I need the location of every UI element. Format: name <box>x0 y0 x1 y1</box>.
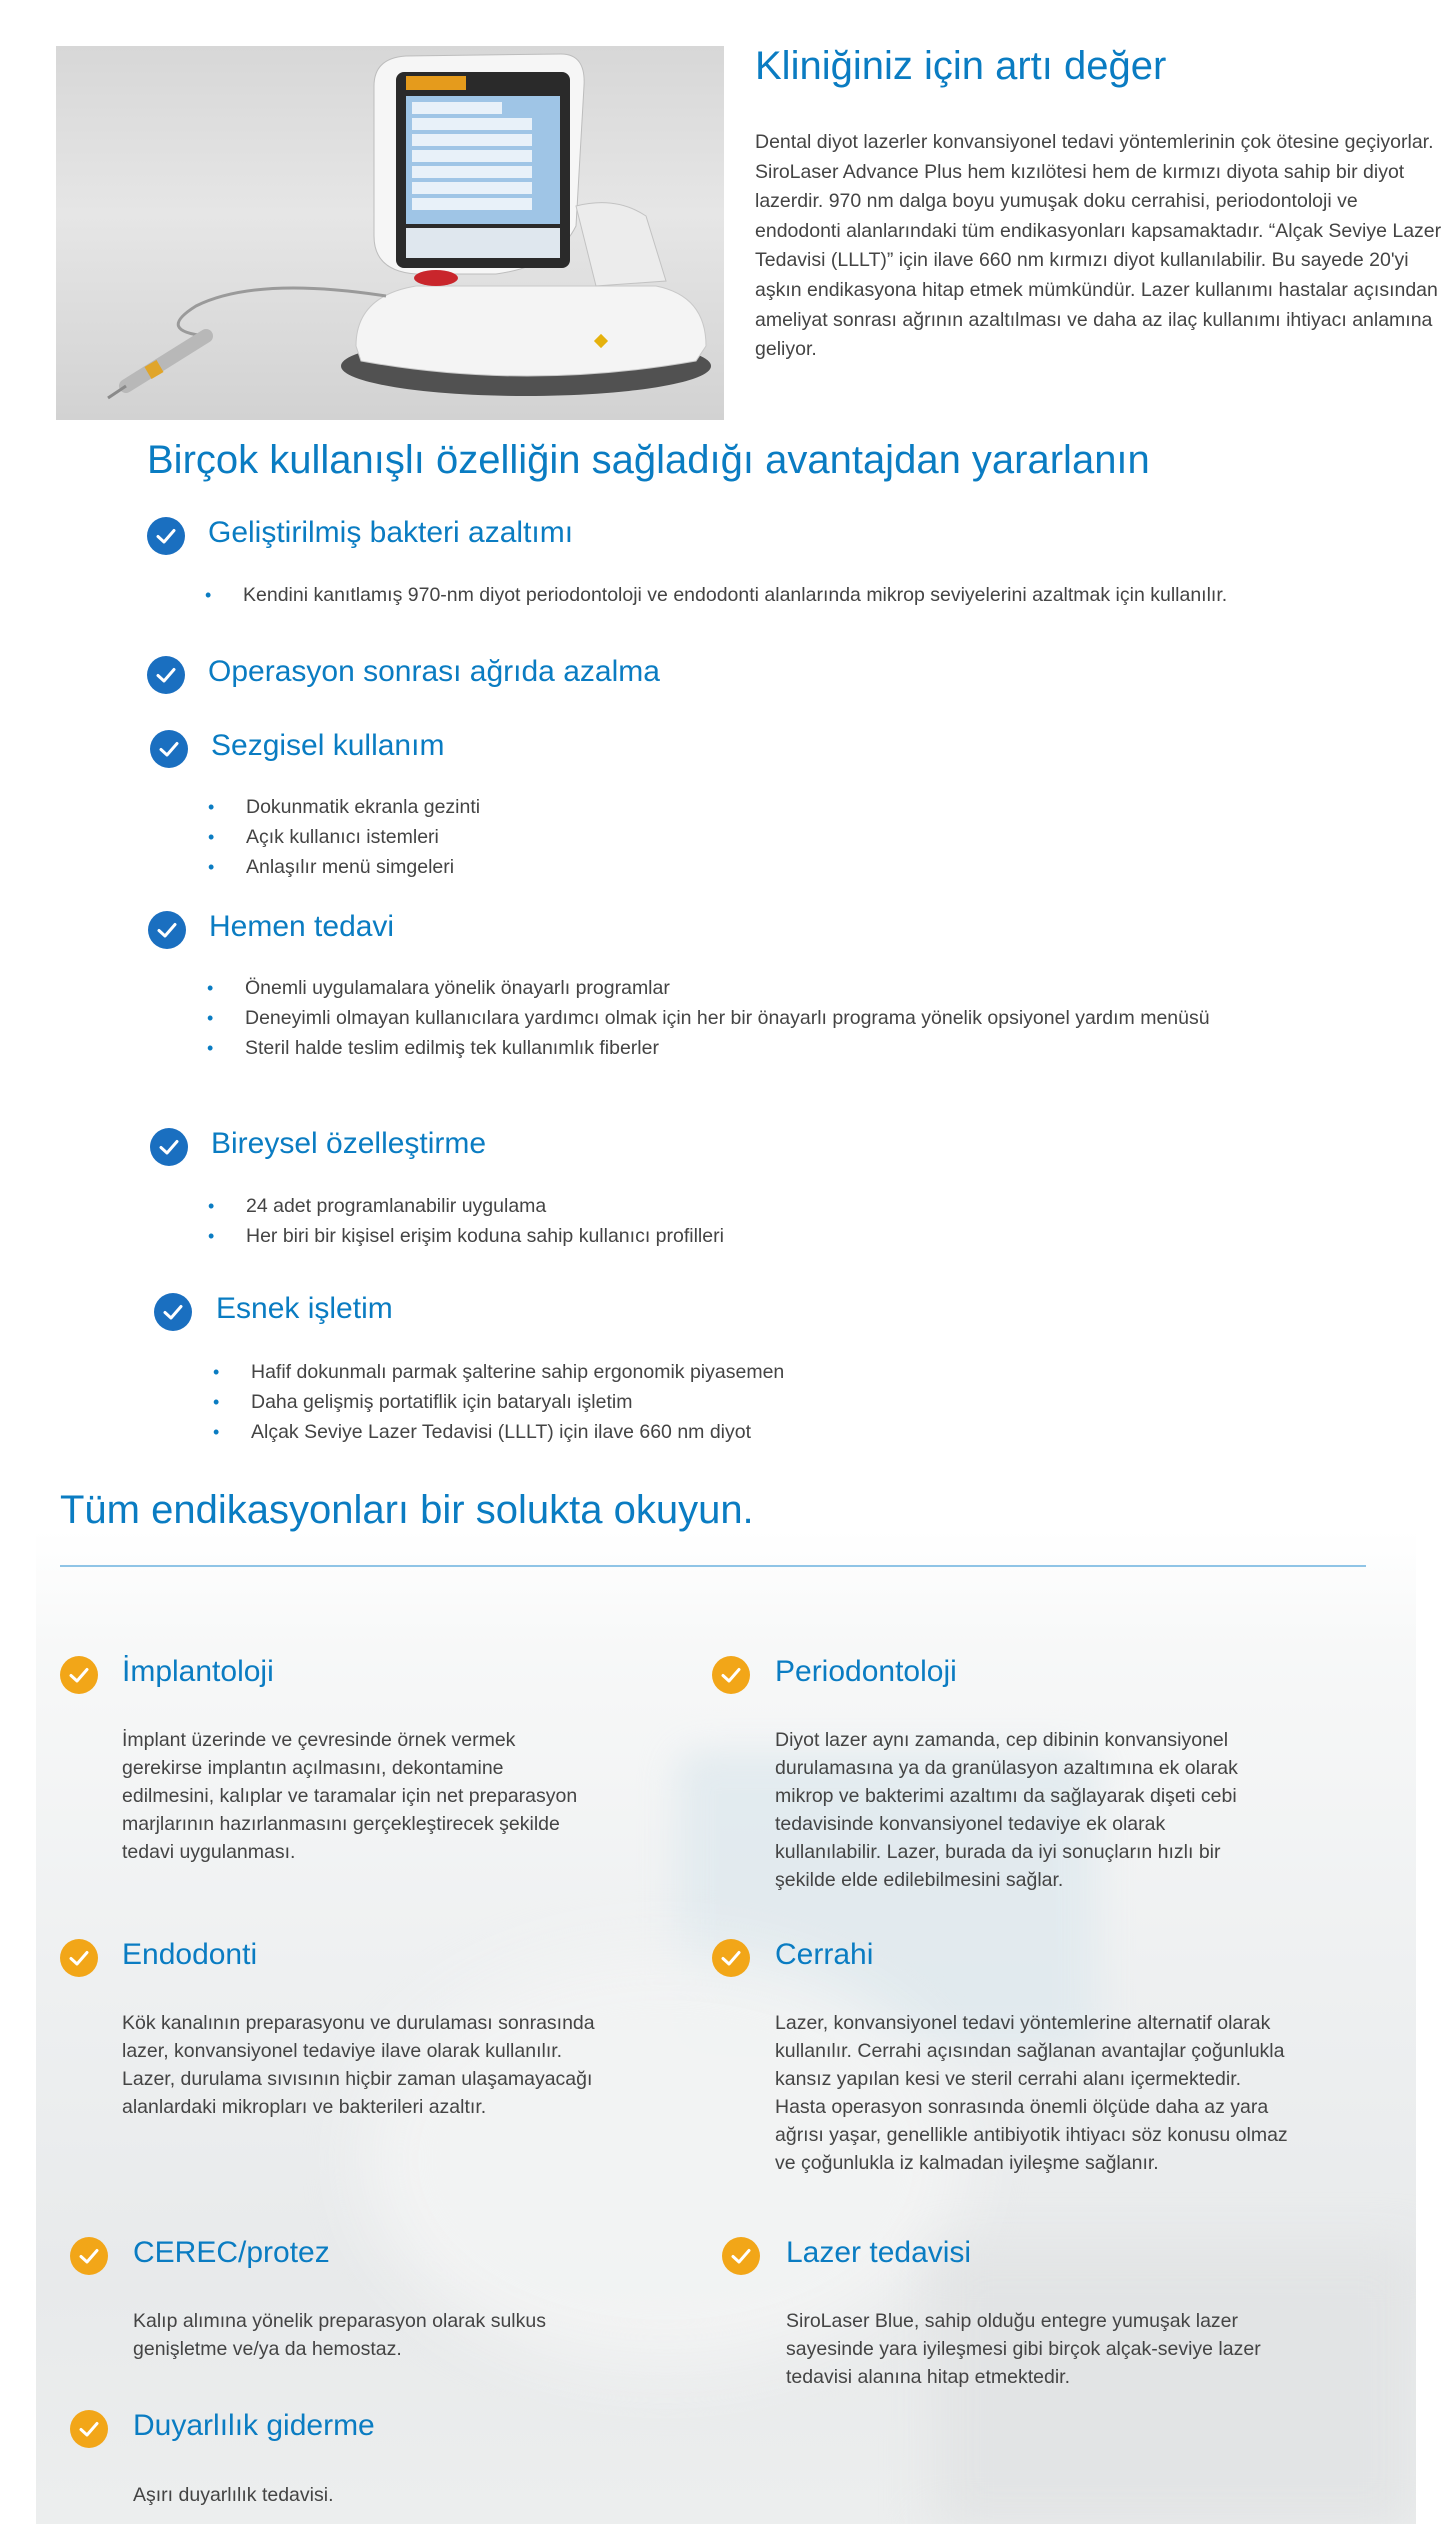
divider <box>60 1565 1366 1567</box>
bullet-item: • Alçak Seviye Lazer Tedavisi (LLLT) için ilave 660 nm diyot <box>213 1417 1353 1447</box>
bullet-item: • Steril halde teslim edilmiş tek kullanımlık fiberler <box>207 1033 1327 1063</box>
indications-title: Tüm endikasyonları bir solukta okuyun. <box>60 1488 754 1532</box>
bullet-item: • Her biri bir kişisel erişim koduna sahip kullanıcı profilleri <box>208 1221 1348 1251</box>
feature-bullets <box>208 1191 1348 1251</box>
feature-bullets <box>205 580 1345 610</box>
indication-text: Lazer, konvansiyonel tedavi yöntemlerine alternatif olarak kullanılır. Cerrahi açısından sağlanan avantajlar çoğunlukla kansız yapılan kesi ve steril cerrahi alanı içermektedir. Hasta operasyon sonrasında önemli ölçüde daha az yara ağrısı yaşar, genellikle antibiyotik ihtiyacı söz konusu olmaz ve çoğunlukla iz kalmadan iyileşme sağlanır. <box>775 2012 1288 2174</box>
hero-body: Dental diyot lazerler konvansiyonel tedavi yöntemlerinin çok ötesine geçiyorlar. SiroLaser Advance Plus hem kızılötesi hem de kırmızı diyota sahip bir diyot lazerdir. 970 nm dalga boyu yumuşak doku cerrahisi, periodontoloji ve endodonti alanlarındaki tüm endikasyonları kapsamaktadır. “Alçak Seviye Lazer Tedavisi (LLLT)” için ilave 660 nm kırmızı diyot kullanılabilir. Bu sayede 20'yi aşkın endikasyona hitap etmek mümkündür. Lazer kullanımı hastalar açısından ameliyat sonrası ağrının azaltılması ve daha az ilaç kullanımı ihtiyacı anlamına geliyor. <box>755 131 1442 361</box>
bullet-item: • Açık kullanıcı istemleri <box>208 822 1348 852</box>
check-circle-icon <box>154 1293 192 1331</box>
check-circle-icon <box>60 1939 98 1977</box>
check-circle-icon <box>70 2410 108 2448</box>
indication-heading: CEREC/protez <box>133 2236 330 2269</box>
indication-text: Diyot lazer aynı zamanda, cep dibinin konvansiyonel durulamasına ya da granülasyon azaltımına ek olarak mikrop ve bakterimi azaltımı da sağlayarak dişeti cebi tedavisinde konvansiyonel tedaviye ek olarak kullanılabilir. Lazer, burada da iyi sonuçların hızlı bir şekilde elde edilebilmesini sağlar. <box>775 1729 1238 1891</box>
indication-text: Kök kanalının preparasyonu ve durulaması sonrasında lazer, konvansiyonel tedaviye ilave olarak kullanılır. Lazer, durulama sıvısının hiçbir zaman ulaşamayacağı alanlardaki mikropları ve bakterileri azaltır. <box>122 2012 595 2118</box>
indication-heading: Lazer tedavisi <box>786 2236 972 2269</box>
feature-heading: Esnek işletim <box>216 1292 393 1325</box>
laser-device-illustration <box>56 46 724 420</box>
features-title: Birçok kullanışlı özelliğin sağladığı avantajdan yararlanın <box>147 438 1150 482</box>
bullet-item: • Anlaşılır menü simgeleri <box>208 852 1348 882</box>
bullet-item: • Daha gelişmiş portatiflik için bataryalı işletim <box>213 1387 1353 1417</box>
feature-heading: Bireysel özelleştirme <box>211 1127 487 1160</box>
check-circle-icon <box>712 1939 750 1977</box>
check-circle-icon <box>147 517 185 555</box>
check-circle-icon <box>147 656 185 694</box>
indication-heading: Cerrahi <box>775 1938 874 1971</box>
feature-heading: Operasyon sonrası ağrıda azalma <box>208 655 660 688</box>
indication-heading: İmplantoloji <box>122 1655 274 1688</box>
feature-bullets <box>208 792 1348 882</box>
feature-heading: Geliştirilmiş bakteri azaltımı <box>208 516 574 549</box>
product-image <box>56 46 724 420</box>
indication-text: Aşırı duyarlılık tedavisi. <box>133 2484 334 2506</box>
check-circle-icon <box>150 730 188 768</box>
indication-heading: Periodontoloji <box>775 1655 957 1688</box>
feature-heading: Hemen tedavi <box>209 910 395 943</box>
check-circle-icon <box>70 2237 108 2275</box>
indication-heading: Duyarlılık giderme <box>133 2409 375 2442</box>
feature-bullets <box>213 1357 1353 1447</box>
indication-text: Kalıp alımına yönelik preparasyon olarak sulkus genişletme ve/ya da hemostaz. <box>133 2310 546 2360</box>
check-circle-icon <box>150 1128 188 1166</box>
bullet-item: • Deneyimli olmayan kullanıcılara yardımcı olmak için her bir önayarlı programa yönelik opsiyonel yardım menüsü <box>207 1003 1327 1033</box>
feature-heading: Sezgisel kullanım <box>211 729 445 762</box>
bullet-item: • Önemli uygulamalara yönelik önayarlı programlar <box>207 973 1327 1003</box>
check-circle-icon <box>712 1656 750 1694</box>
indication-text: SiroLaser Blue, sahip olduğu entegre yumuşak lazer sayesinde yara iyileşmesi gibi birçok alçak-seviye lazer tedavisi alanına hitap etmektedir. <box>786 2310 1261 2388</box>
indication-text: İmplant üzerinde ve çevresinde örnek vermek gerekirse implantın açılmasını, dekontamine edilmesini, kalıplar ve taramalar için net preparasyon marjlarının hazırlanmasını gerçekleştirecek şekilde tedavi uygulanması. <box>122 1729 578 1863</box>
bullet-item: • Dokunmatik ekranla gezinti <box>208 792 1348 822</box>
check-circle-icon <box>60 1656 98 1694</box>
indication-heading: Endodonti <box>122 1938 258 1971</box>
check-circle-icon <box>722 2237 760 2275</box>
bullet-item: • Kendini kanıtlamış 970-nm diyot periodontoloji ve endodonti alanlarında mikrop seviyelerini azaltmak için kullanılır. <box>205 580 1345 610</box>
feature-bullets <box>207 973 1327 1063</box>
hero-title: Kliniğiniz için artı değer <box>755 44 1167 88</box>
bullet-item: • Hafif dokunmalı parmak şalterine sahip ergonomik piyasemen <box>213 1357 1353 1387</box>
bullet-item: • 24 adet programlanabilir uygulama <box>208 1191 1348 1221</box>
check-circle-icon <box>148 911 186 949</box>
